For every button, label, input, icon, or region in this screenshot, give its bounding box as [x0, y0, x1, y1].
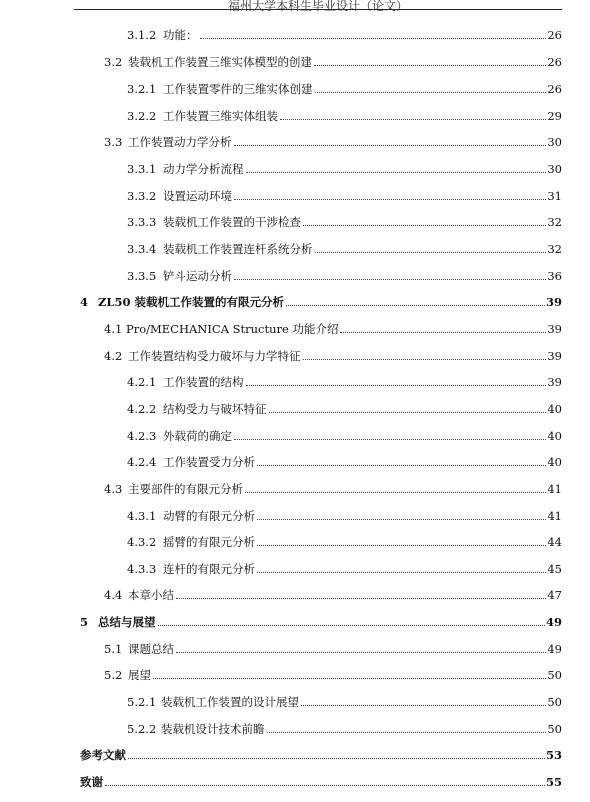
- toc-page-number: 49: [545, 615, 562, 629]
- toc-dot-leader: [257, 465, 546, 466]
- toc-title: 装载机工作装置连杆系统分析: [163, 242, 313, 256]
- toc-page-number: 47: [547, 588, 562, 602]
- toc-dot-leader: [246, 172, 547, 173]
- toc-entry-3-3-4[interactable]: [127, 238, 562, 256]
- toc-title: 展望: [128, 668, 151, 682]
- toc-title: ZL50 装载机工作装置的有限元分析: [98, 295, 284, 309]
- toc-page-number: 29: [547, 109, 562, 123]
- toc-number: 4.3.1: [127, 509, 157, 523]
- toc-dot-leader: [234, 199, 546, 200]
- toc-page-number: 39: [547, 375, 562, 389]
- toc-number: 3.2: [104, 55, 123, 69]
- toc-dot-leader: [257, 519, 546, 520]
- toc-entry-3-3-1[interactable]: [127, 158, 562, 176]
- toc-number: 5: [80, 615, 89, 629]
- toc-dot-leader: [267, 732, 547, 733]
- toc-title: 动臂的有限元分析: [163, 509, 255, 523]
- toc-entry-4-3-2[interactable]: [127, 531, 562, 549]
- toc-dot-leader: [105, 785, 545, 786]
- toc-dot-leader: [234, 279, 546, 280]
- toc-entry-3-2-2[interactable]: [127, 105, 562, 123]
- toc-dot-leader: [176, 598, 546, 599]
- toc-title: 工作装置结构受力破坏与力学特征: [128, 349, 301, 363]
- toc-entry-acknowledgements[interactable]: [80, 771, 562, 789]
- toc-page-number: 41: [547, 482, 562, 496]
- toc-page-number: 40: [547, 429, 562, 443]
- toc-number: 3.3.1: [127, 162, 157, 176]
- toc-title: 结构受力与破坏特征: [163, 402, 267, 416]
- toc-page-number: 40: [547, 455, 562, 469]
- toc-entry-4-1[interactable]: [104, 318, 562, 336]
- toc-title: 课题总结: [128, 642, 174, 656]
- toc-dot-leader: [257, 545, 546, 546]
- toc-number: 4.4: [104, 588, 123, 602]
- toc-page-number: 50: [547, 695, 562, 709]
- toc-number: 3.3.2: [127, 189, 157, 203]
- toc-number: 3.3.5: [127, 269, 157, 283]
- toc-entry-5-2[interactable]: [104, 664, 562, 682]
- toc-entry-4-2-3[interactable]: [127, 425, 562, 443]
- toc-number: 5.1: [104, 642, 123, 656]
- toc-page-number: 32: [547, 215, 562, 229]
- toc-number: 4.2.4: [127, 455, 157, 469]
- toc-number: 5.2.1: [127, 695, 157, 709]
- toc-title: 装载机工作装置的干涉检查: [163, 215, 301, 229]
- toc-title: 外载荷的确定: [163, 429, 232, 443]
- toc-dot-leader: [315, 92, 547, 93]
- toc-title: 参考文献: [80, 748, 126, 762]
- toc-entry-4-2-1[interactable]: [127, 371, 562, 389]
- toc-number: 4.3.2: [127, 535, 157, 549]
- toc-entry-3-2[interactable]: [104, 51, 562, 69]
- toc-page-number: 26: [547, 82, 562, 96]
- toc-title: 连杆的有限元分析: [163, 562, 255, 576]
- toc-page-number: 50: [547, 722, 562, 736]
- toc-entry-4-2[interactable]: [104, 345, 562, 363]
- toc-entry-chapter-5[interactable]: [80, 611, 562, 629]
- toc-dot-leader: [234, 145, 547, 146]
- toc-number: 4: [80, 295, 89, 309]
- toc-dot-leader: [286, 305, 545, 306]
- toc-page-number: 30: [547, 162, 562, 176]
- toc-dot-leader: [340, 332, 546, 333]
- toc-entry-4-2-2[interactable]: [127, 398, 562, 416]
- toc-page-number: 39: [545, 295, 562, 309]
- toc-number: 4.2: [104, 349, 123, 363]
- toc-dot-leader: [245, 492, 546, 493]
- toc-dot-leader: [234, 439, 546, 440]
- toc-title: 装载机工作装置三维实体模型的创建: [128, 55, 312, 69]
- toc-dot-leader: [315, 252, 547, 253]
- toc-title: 主要部件的有限元分析: [128, 482, 243, 496]
- toc-title: 设置运动环境: [163, 189, 232, 203]
- toc-page-number: 40: [547, 402, 562, 416]
- toc-number: 3.3.4: [127, 242, 157, 256]
- toc-dot-leader: [153, 678, 546, 679]
- toc-page-number: 39: [547, 349, 562, 363]
- toc-entry-references[interactable]: [80, 744, 562, 762]
- toc-entry-4-3-3[interactable]: [127, 558, 562, 576]
- toc-title: 工作装置受力分析: [163, 455, 255, 469]
- toc-entry-5-2-1[interactable]: [127, 691, 562, 709]
- toc-dot-leader: [303, 359, 547, 360]
- toc-page-number: 55: [545, 775, 562, 789]
- toc-number: 3.1.2: [127, 28, 157, 42]
- toc-number: 4.2.3: [127, 429, 157, 443]
- toc-entry-3-1-2[interactable]: [127, 24, 562, 42]
- toc-number: 3.2.2: [127, 109, 157, 123]
- toc-title: 工作装置三维实体组装: [163, 109, 278, 123]
- toc-entry-5-1[interactable]: [104, 638, 562, 656]
- toc-entry-5-2-2[interactable]: [127, 718, 562, 736]
- toc-title: 装载机设计技术前瞻: [161, 722, 265, 736]
- toc-title: 动力学分析流程: [163, 162, 244, 176]
- toc-page-number: 26: [547, 55, 562, 69]
- toc-page-number: 26: [547, 28, 562, 42]
- toc-page-number: 32: [547, 242, 562, 256]
- toc-entry-3-3-3[interactable]: [127, 211, 562, 229]
- toc-page-number: 36: [547, 269, 562, 283]
- toc-dot-leader: [128, 758, 545, 759]
- toc-number: 4.2.1: [127, 375, 157, 389]
- toc-entry-4-3-1[interactable]: [127, 505, 562, 523]
- toc-entry-4-3[interactable]: [104, 478, 562, 496]
- toc-dot-leader: [158, 625, 545, 626]
- toc-dot-leader: [269, 412, 547, 413]
- toc-page-number: 41: [547, 509, 562, 523]
- toc-entry-chapter-4[interactable]: [80, 291, 562, 309]
- toc-title: 摇臂的有限元分析: [163, 535, 255, 549]
- toc-title: 功能：: [163, 28, 198, 42]
- toc-number: 3.3.3: [127, 215, 157, 229]
- toc-number: 3.3: [104, 135, 123, 149]
- toc-title: 工作装置零件的三维实体创建: [163, 82, 313, 96]
- toc-dot-leader: [280, 119, 546, 120]
- toc-page-number: 50: [547, 668, 562, 682]
- toc-entry-3-3-5[interactable]: [127, 265, 562, 283]
- toc-dot-leader: [176, 652, 546, 653]
- toc-title: 本章小结: [128, 588, 174, 602]
- toc-title: 致谢: [80, 775, 103, 789]
- page-header-text: 福州大学本科生毕业设计（论文）: [227, 0, 408, 12]
- toc-number: 4.3: [104, 482, 123, 496]
- toc-page-number: 45: [547, 562, 562, 576]
- toc-page-number: 49: [547, 642, 562, 656]
- toc-number: 4.3.3: [127, 562, 157, 576]
- toc-dot-leader: [314, 65, 546, 66]
- toc-title: 工作装置动力学分析: [128, 135, 232, 149]
- toc-dot-leader: [246, 385, 547, 386]
- toc-number: 4.2.2: [127, 402, 157, 416]
- toc-page-number: 39: [547, 322, 562, 336]
- toc-title: Pro/MECHANICA Structure 功能介绍: [125, 322, 339, 336]
- toc-number: 4.1: [104, 322, 123, 336]
- toc-title: 工作装置的结构: [163, 375, 244, 389]
- toc-dot-leader: [200, 38, 547, 39]
- toc-dot-leader: [257, 572, 546, 573]
- toc-number: 3.2.1: [127, 82, 157, 96]
- toc-entry-3-3-2[interactable]: [127, 185, 562, 203]
- toc-entry-3-2-1[interactable]: [127, 78, 562, 96]
- toc-entry-4-2-4[interactable]: [127, 451, 562, 469]
- toc-page-number: 53: [545, 748, 562, 762]
- toc-entry-4-4[interactable]: [104, 584, 562, 602]
- toc-title: 装载机工作装置的设计展望: [161, 695, 299, 709]
- toc-page-number: 44: [547, 535, 562, 549]
- toc-entry-3-3[interactable]: [104, 131, 562, 149]
- toc-dot-leader: [301, 705, 546, 706]
- toc-number: 5.2: [104, 668, 123, 682]
- toc-page-number: 30: [547, 135, 562, 149]
- toc-title: 总结与展望: [98, 615, 156, 629]
- toc-dot-leader: [303, 225, 546, 226]
- toc-number: 5.2.2: [127, 722, 157, 736]
- toc-title: 铲斗运动分析: [163, 269, 232, 283]
- toc-page-number: 31: [547, 189, 562, 203]
